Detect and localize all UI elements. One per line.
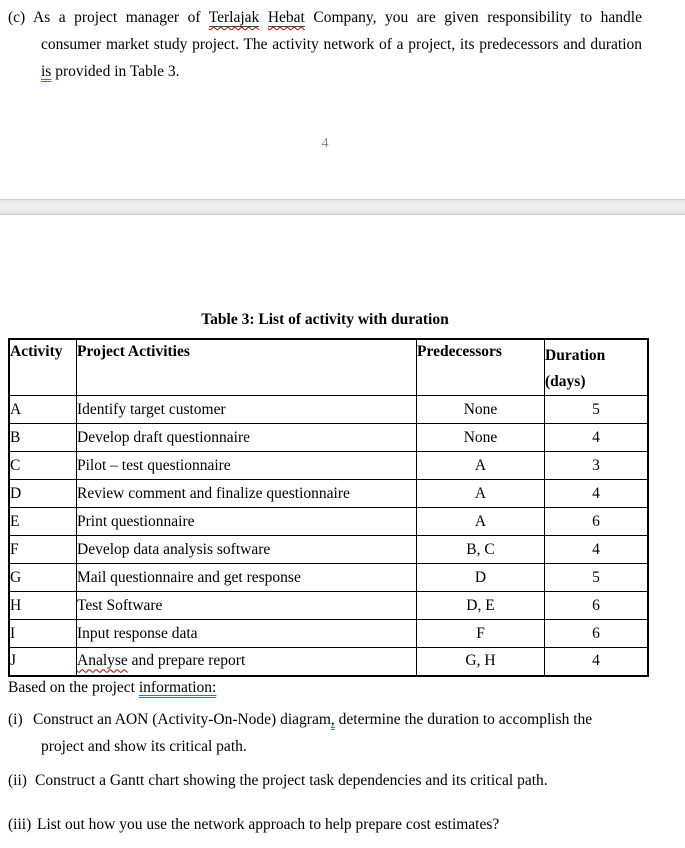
cell-duration: 3 bbox=[545, 452, 649, 480]
header-project-activities: Project Activities bbox=[77, 339, 417, 396]
cell-duration: 4 bbox=[545, 536, 649, 564]
cell-description: Print questionnaire bbox=[77, 508, 417, 536]
cell-activity: H bbox=[9, 592, 77, 620]
table-row bbox=[9, 396, 648, 424]
cell-activity: I bbox=[9, 620, 77, 648]
cell-duration: 6 bbox=[545, 620, 649, 648]
question-item-iii bbox=[8, 811, 636, 838]
question-c-marker: (c) bbox=[8, 9, 26, 26]
question-item-i bbox=[8, 706, 636, 760]
header-activity: Activity bbox=[9, 339, 77, 396]
based-on-line bbox=[8, 679, 642, 697]
cell-predecessors: G, H bbox=[417, 648, 545, 676]
cell-activity: A bbox=[9, 396, 77, 424]
table-row bbox=[9, 480, 648, 508]
cell-description: Mail questionnaire and get response bbox=[77, 564, 417, 592]
table-row bbox=[9, 536, 648, 564]
cell-activity: G bbox=[9, 564, 77, 592]
cell-predecessors: A bbox=[417, 480, 545, 508]
item-i-text-1: Construct an AON (Activity-On-Node) diagram bbox=[33, 711, 331, 728]
cell-activity: D bbox=[9, 480, 77, 508]
header-duration bbox=[545, 339, 649, 396]
table-row bbox=[9, 620, 648, 648]
cell-description bbox=[77, 648, 417, 676]
cell-predecessors: A bbox=[417, 452, 545, 480]
cell-predecessors: None bbox=[417, 424, 545, 452]
question-c-paragraph bbox=[8, 4, 642, 85]
cell-description-rest: and prepare report bbox=[127, 652, 246, 670]
question-item-ii bbox=[8, 767, 636, 794]
header-duration-line1: Duration bbox=[545, 347, 606, 364]
grammar-word-information: information: bbox=[138, 679, 217, 696]
cell-description: Input response data bbox=[77, 620, 417, 648]
cell-predecessors: D, E bbox=[417, 592, 545, 620]
header-duration-line2: (days) bbox=[545, 373, 586, 390]
cell-duration: 5 bbox=[545, 396, 649, 424]
item-ii-marker: (ii) bbox=[8, 772, 27, 789]
cell-duration: 6 bbox=[545, 508, 649, 536]
item-iii-marker: (iii) bbox=[8, 816, 32, 833]
item-iii-text: List out how you use the network approach to help prepare cost estimates? bbox=[37, 816, 500, 833]
cell-predecessors: A bbox=[417, 508, 545, 536]
word-space bbox=[259, 9, 268, 26]
grammar-word-is: is bbox=[41, 63, 52, 80]
misspelled-word-analyse: Analyse bbox=[77, 652, 128, 670]
header-predecessors: Predecessors bbox=[417, 339, 545, 396]
cell-description: Review comment and finalize questionnaire bbox=[77, 480, 417, 508]
cell-activity: J bbox=[9, 648, 77, 676]
page-break-divider bbox=[0, 199, 685, 215]
misspelled-word-hebat: Hebat bbox=[267, 9, 305, 26]
cell-duration: 5 bbox=[545, 564, 649, 592]
table-row bbox=[9, 424, 648, 452]
cell-activity: B bbox=[9, 424, 77, 452]
cell-description: Identify target customer bbox=[77, 396, 417, 424]
cell-description: Test Software bbox=[77, 592, 417, 620]
page-number: 4 bbox=[321, 136, 329, 151]
cell-activity: F bbox=[9, 536, 77, 564]
cell-predecessors: None bbox=[417, 396, 545, 424]
cell-description: Develop draft questionnaire bbox=[77, 424, 417, 452]
question-c-text-2: Company, you are given responsibility to handle consumer market study project. The activity network of a project, its predecessors and duration bbox=[41, 9, 642, 53]
item-i-text-2: determine the duration to accomplish the project and show its critical path. bbox=[41, 711, 593, 755]
table-title: Table 3: List of activity with duration bbox=[201, 311, 449, 328]
cell-duration: 4 bbox=[545, 648, 649, 676]
misspelled-word-terlajak: Terlajak bbox=[208, 9, 260, 26]
table-row bbox=[9, 564, 648, 592]
item-ii-text: Construct a Gantt chart showing the project task dependencies and its critical path. bbox=[35, 772, 548, 789]
table-row bbox=[9, 592, 648, 620]
cell-duration: 6 bbox=[545, 592, 649, 620]
cell-description: Pilot – test questionnaire bbox=[77, 452, 417, 480]
table-row bbox=[9, 452, 648, 480]
cell-predecessors: F bbox=[417, 620, 545, 648]
item-i-marker: (i) bbox=[8, 711, 23, 728]
cell-duration: 4 bbox=[545, 424, 649, 452]
cell-predecessors: D bbox=[417, 564, 545, 592]
activity-table bbox=[8, 338, 649, 677]
table-header-row bbox=[9, 339, 648, 396]
cell-predecessors: B, C bbox=[417, 536, 545, 564]
table-row bbox=[9, 648, 648, 676]
cell-activity: E bbox=[9, 508, 77, 536]
based-on-text: Based on the project bbox=[8, 679, 139, 696]
cell-description: Develop data analysis software bbox=[77, 536, 417, 564]
question-c-text-1: As a project manager of bbox=[33, 9, 209, 26]
cell-activity: C bbox=[9, 452, 77, 480]
cell-duration: 4 bbox=[545, 480, 649, 508]
grammar-comma: , bbox=[330, 711, 335, 728]
table-row bbox=[9, 508, 648, 536]
question-c-text-3: provided in Table 3. bbox=[51, 63, 180, 80]
